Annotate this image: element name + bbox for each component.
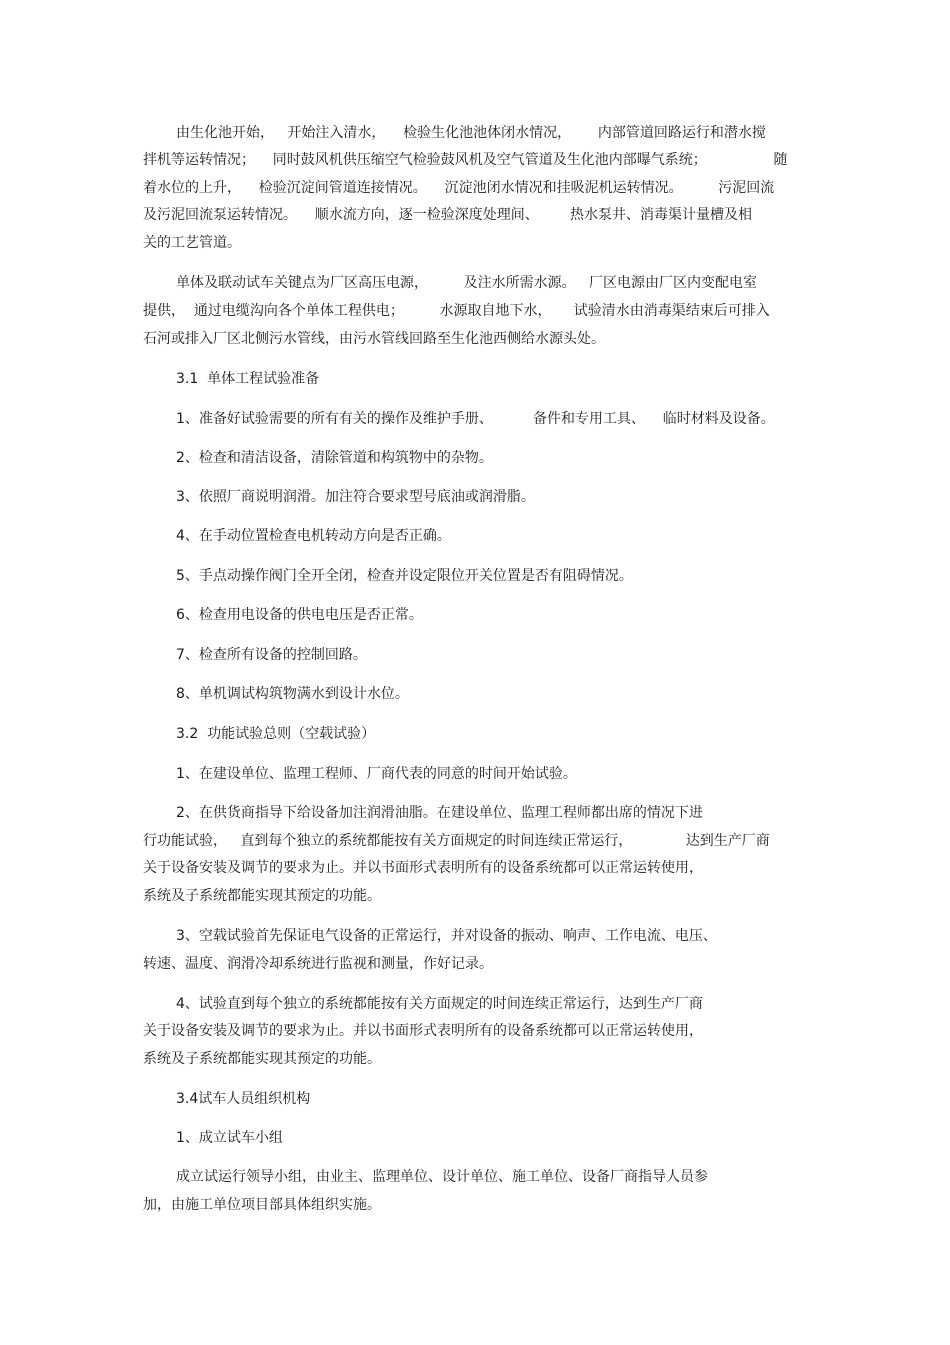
prep-item-1: 1、准备好试验需要的所有有关的操作及维护手册、 备件和专用工具、 临时材料及设备。 [176, 411, 775, 427]
prep-item-3: 3、依照厂商说明润滑。加注符合要求型号底油或润滑脂。 [176, 489, 535, 505]
section-3-2-heading: 3.2 功能试验总则（空载试验） [176, 726, 376, 742]
function-item-2-line-4: 系统及子系统都能实现其预定的功能。 [143, 888, 381, 904]
function-item-4-line-1: 4、试验直到每个独立的系统都能按有关方面规定的时间连续正常运行，达到生产厂商 [176, 996, 703, 1012]
org-item-2-line-1: 成立试运行领导小组，由业主、监理单位、设计单位、施工单位、设备厂商指导人员参 [176, 1169, 708, 1185]
intro-line-4: 及污泥回流泵运转情况。 顺水流方向，逐一检验深度处理间、 热水泵井、消毒渠计量槽及相 [143, 207, 752, 223]
prep-item-6: 6、检查用电设备的供电电压是否正常。 [176, 607, 423, 623]
org-item-1: 1、成立试车小组 [176, 1130, 283, 1146]
section-3-1-heading: 3.1 单体工程试验准备 [176, 371, 320, 387]
prep-item-8: 8、单机调试构筑物满水到设计水位。 [176, 686, 409, 702]
function-item-2-line-1: 2、在供货商指导下给设备加注润滑油脂。在建设单位、监理工程师都出席的情况下进 [176, 805, 703, 821]
intro-line-2: 拌机等运转情况； 同时鼓风机供压缩空气检验鼓风机及空气管道及生化池内部曝气系统； 随 [143, 152, 788, 168]
prep-item-4: 4、在手动位置检查电机转动方向是否正确。 [176, 528, 451, 544]
prep-item-2: 2、检查和清洁设备，清除管道和构筑物中的杂物。 [176, 450, 493, 466]
function-item-1: 1、在建设单位、监理工程师、厂商代表的同意的时间开始试验。 [176, 766, 577, 782]
function-item-2-line-3: 关于设备安装及调节的要求为止。并以书面形式表明所有的设备系统都可以正常运转使用， [143, 860, 703, 876]
power-line-2: 提供， 通过电缆沟向各个单体工程供电； 水源取自地下水， 试验清水由消毒渠结束后可排入 [143, 303, 770, 319]
power-line-3: 石河或排入厂区北侧污水管线，由污水管线回路至生化池西侧给水源头处。 [143, 331, 605, 347]
intro-line-5: 关的工艺管道。 [143, 235, 241, 251]
prep-item-7: 7、检查所有设备的控制回路。 [176, 647, 367, 663]
prep-item-5: 5、手点动操作阀门全开全闭，检查并设定限位开关位置是否有阻碍情况。 [176, 568, 633, 584]
org-item-2-line-2: 加，由施工单位项目部具体组织实施。 [143, 1197, 381, 1213]
intro-line-1: 由生化池开始， 开始注入清水， 检验生化池池体闭水情况， 内部管道回路运行和潜水搅 [176, 125, 766, 141]
function-item-3-line-1: 3、空载试验首先保证电气设备的正常运行，并对设备的振动、响声、工作电流、电压、 [176, 928, 717, 944]
section-3-4-heading: 3.4试车人员组织机构 [176, 1091, 311, 1107]
function-item-4-line-3: 系统及子系统都能实现其预定的功能。 [143, 1051, 381, 1067]
function-item-3-line-2: 转速、温度、润滑冷却系统进行监视和测量，作好记录。 [143, 956, 493, 972]
intro-line-3: 着水位的上升， 检验沉淀间管道连接情况。 沉淀池闭水情况和挂吸泥机运转情况。 污泥回流 [143, 180, 775, 196]
function-item-2-line-2: 行功能试验， 直到每个独立的系统都能按有关方面规定的时间连续正常运行， 达到生产厂商 [143, 833, 770, 849]
function-item-4-line-2: 关于设备安装及调节的要求为止。并以书面形式表明所有的设备系统都可以正常运转使用， [143, 1023, 703, 1039]
power-line-1: 单体及联动试车关键点为厂区高压电源， 及注水所需水源。 厂区电源由厂区内变配电室 [176, 275, 757, 291]
